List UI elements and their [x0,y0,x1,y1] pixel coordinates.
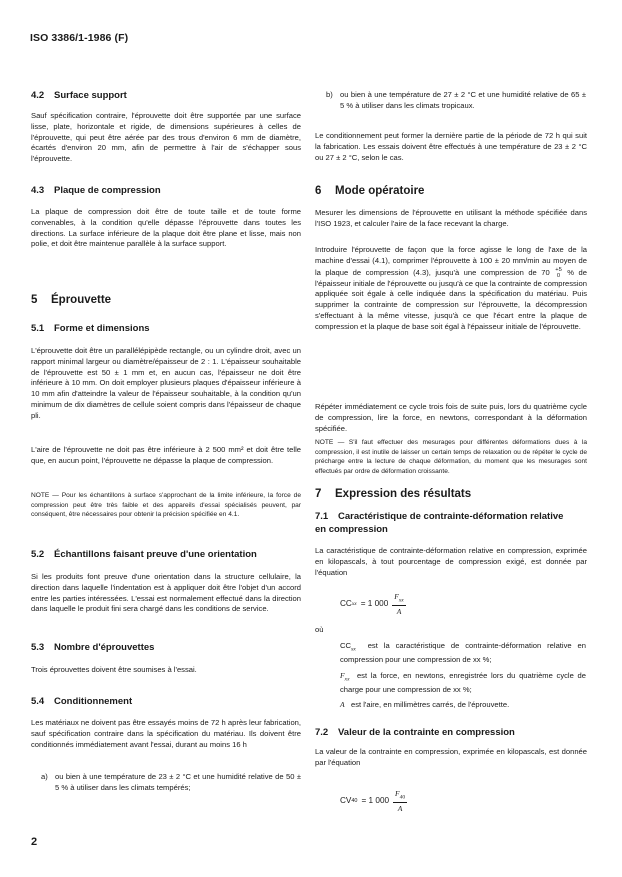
def-text: est l'aire, en millimètres carrés, de l'éprouvette. [350,700,510,709]
heading-number: 5.3 [31,642,45,653]
eq-lhs: CV [340,796,352,806]
tolerance-plus: +5 [555,266,562,273]
heading-title: Plaque de compression [54,185,161,196]
paragraph-procedure [315,245,587,333]
paragraph-conditioning: Les matériaux ne doivent pas être essayés moins de 72 h après leur fabrication, sauf spécification contraire dans la spécification du matériau. Ils doivent être conditionnés immédiatement avant l'essai, durant au moins 16 h [31,718,301,749]
paragraph-number-specimens: Trois éprouvettes doivent être soumises à l'essai. [31,665,197,674]
heading-7 [315,488,471,500]
def-text: est la force, en newtons, enregistrée lors du quatrième cycle de charge pour une compression de xx %; [340,671,586,695]
tolerance [555,267,562,279]
heading-number: 7 [315,488,322,500]
def-symbol: CC [340,641,351,650]
heading-title: Caractéristique de contrainte-déformation relative en compression [315,511,564,535]
heading-title: Nombre d'éprouvettes [54,642,155,653]
equation-cv [340,789,407,813]
heading-title: Forme et dimensions [54,323,150,334]
list-item-b [326,90,586,112]
heading-5 [31,294,111,306]
procedure-text-start: Introduire l'éprouvette de façon que la force agisse le long de l'axe de la machine d'essai (4.1), comprimer l'éprouvette à 100 ± 20 mm/min au moyen de la plaque de compression (4.3), jusqu'à une compression de 70 [315,245,587,277]
heading-number: 5.1 [31,323,45,334]
tolerance-minus: 0 [556,272,561,279]
eq-num-symbol: F [394,592,399,601]
eq-lhs: CC [340,599,352,609]
list-item-label: b) [326,90,333,99]
paragraph-orientation: Si les produits font preuve d'une orientation dans la structure cellulaire, la direction dans laquelle l'indentation est à appliquer doit être l'objet d'un accord entre les parties intéressées. L'essai est normalement effectué dans la direction dans laquelle le produit fini sera chargé dans les conditions de service. [31,572,301,614]
list-item-text: ou bien à une température de 27 ± 2 °C et une humidité relative de 65 ± 5 % à utiliser dans les climats tropicaux. [340,90,586,110]
heading-number: 5.2 [31,549,45,560]
eq-num-symbol: F [395,789,400,798]
eq-num-sub: 40 [399,794,406,801]
paragraph-specimen-area: L'aire de l'éprouvette ne doit pas être inférieure à 2 500 mm² et doit être telle que, en aucun point, l'éprouvette ne dépasse la plaque de compression. [31,445,301,465]
eq-fraction [392,592,405,616]
heading-title: Échantillons faisant preuve d'une orientation [54,549,257,560]
heading-number: 4.3 [31,185,45,196]
heading-6 [315,185,424,197]
paragraph-surface-support: Sauf spécification contraire, l'éprouvette doit être supportée par une surface lisse, plate, horizontale et rigide, de dimensions supérieures à celles de l'éprouvette, qui peut être aérée par des trous d'environ 6 mm de diamètre, écartés d'environ 20 mm, afin de permettre à l'air de s'échapper sous l'éprouvette. [31,111,301,164]
heading-number: 5.4 [31,696,45,707]
paragraph-compression-plate: La plaque de compression doit être de toute taille et de toute forme convenables, à la condition qu'elle dépasse l'éprouvette dans toutes les directions. La surface inférieure de la plaque doit être plane et lisse, mais non polie, et doit être maintenue parallèle à la surface support. [31,207,301,249]
paragraph-measure-dimensions: Mesurer les dimensions de l'éprouvette en utilisant la méthode spécifiée dans l'ISO 1923, et calculer l'aire de la face recevant la charge. [315,208,587,228]
heading-5-2 [31,549,257,560]
def-symbol: A [340,700,345,709]
heading-number: 5 [31,294,38,306]
eq-num-sub: xx [398,597,404,604]
document-header: ISO 3386/1-1986 (F) [30,32,129,44]
paragraph-shape-dimensions: L'éprouvette doit être un parallélépipède rectangle, ou un cylindre droit, avec un rapport minimal largeur ou diamètre/épaisseur de 2 : 1. L'épaisseur souhaitable de l'éprouvette est 50 ± 1 mm et, en aucun cas, l'épaisseur ne doit être inférieure à 10 mm. On doit employer plusieurs plaques d'épaisseur inférieure à 10 mm afin d'atteindre la valeur de l'épaisseur souhaitable, à la condition qu'un minimum de dix diamètres de cellule soient compris dans l'épaisseur de chaque pli. [31,346,301,420]
heading-number: 6 [315,185,322,197]
paragraph-stress-strain: La caractéristique de contrainte-déformation relative en compression, exprimée en kilopascals, à tout pourcentage de compression exigé, est donnée par l'équation [315,546,587,577]
list-item-text: ou bien à une température de 23 ± 2 °C et une humidité relative de 50 ± 5 % à utiliser dans les climats tempérés; [55,772,301,792]
heading-number: 7.2 [315,727,329,738]
heading-4-2 [31,90,127,101]
def-symbol-sub: xx [350,646,356,653]
note-measurements: NOTE — S'il faut effectuer des mesurages pour différentes déformations dues à la compression, il est inutile de laisser un certain temps de relaxation ou de répéter le cycle de précharge entre la lecture de chaque déformation, du moment que les mesurages sont effectués par ordre de déformation croissante. [315,439,587,475]
definition-f [340,671,586,696]
definition-cc [340,641,586,666]
eq-equals: = 1 000 [360,599,389,609]
eq-lhs-sub: 40 [351,797,358,804]
page-number: 2 [31,836,38,848]
heading-title: Surface support [54,90,127,101]
heading-5-4 [31,696,132,707]
eq-numerator [393,789,407,803]
paragraph-repeat-cycle: Répéter immédiatement ce cycle trois fois de suite puis, lors du quatrième cycle de compression, lire la force, en newtons, correspondant à la déformation spécifiée. [315,402,587,433]
def-text: est la caractéristique de contrainte-déformation relative en compression pour une compression de xx %; [340,641,586,665]
eq-denominator: A [396,606,402,616]
heading-title: Valeur de la contrainte en compression [338,727,515,738]
heading-title: Mode opératoire [335,185,425,197]
eq-lhs-sub: xx [351,600,357,607]
heading-7-1 [315,510,575,536]
list-item-a [41,772,301,794]
paragraph-compression-value: La valeur de la contrainte en compression, exprimée en kilopascals, est donnée par l'équation [315,747,587,767]
procedure-text-end: % de l'épaisseur initiale de l'éprouvette ou jusqu'à ce que la contrainte de compression appliquée soit égale à celle indiquée dans la spécification du matériau. Puis supprimer la contrainte de compression sur l'éprouvette, la décompression s'effectuant à la même vitesse, jusqu'à ce que l'écart entre la plaque de compression et la plaque de base soit égal à l'épaisseur initiale de l'éprouvette. [315,267,587,331]
equation-cc [340,592,406,616]
heading-5-1 [31,323,150,334]
heading-5-3 [31,642,154,653]
eq-denominator: A [397,803,403,813]
heading-4-3 [31,185,161,196]
heading-number: 7.1 [315,511,329,522]
def-symbol: F [340,671,345,680]
paragraph-conditioning-period: Le conditionnement peut former la dernière partie de la période de 72 h qui suit la fabrication. Les essais doivent être effectués à une température de 23 ± 2 °C ou 27 ± 2 °C, selon le cas. [315,131,587,162]
heading-7-2 [315,727,515,738]
heading-title: Expression des résultats [335,488,472,500]
eq-numerator [392,592,405,606]
where-label: où [315,625,324,634]
note-small-samples: NOTE — Pour les échantillons à surface s'approchant de la limite inférieure, la force de compression peut être très faible et des appareils d'essai spécialisés peuvent, par conséquent, être nécessaires pour obtenir la précision spécifiée en 4.1. [31,492,301,519]
heading-number: 4.2 [31,90,45,101]
definition-a [340,700,586,711]
eq-equals: = 1 000 [361,796,390,806]
eq-fraction [393,789,407,813]
list-item-label: a) [41,772,48,781]
heading-title: Éprouvette [51,294,112,306]
heading-title: Conditionnement [54,696,133,707]
def-symbol-sub: xx [344,676,350,683]
